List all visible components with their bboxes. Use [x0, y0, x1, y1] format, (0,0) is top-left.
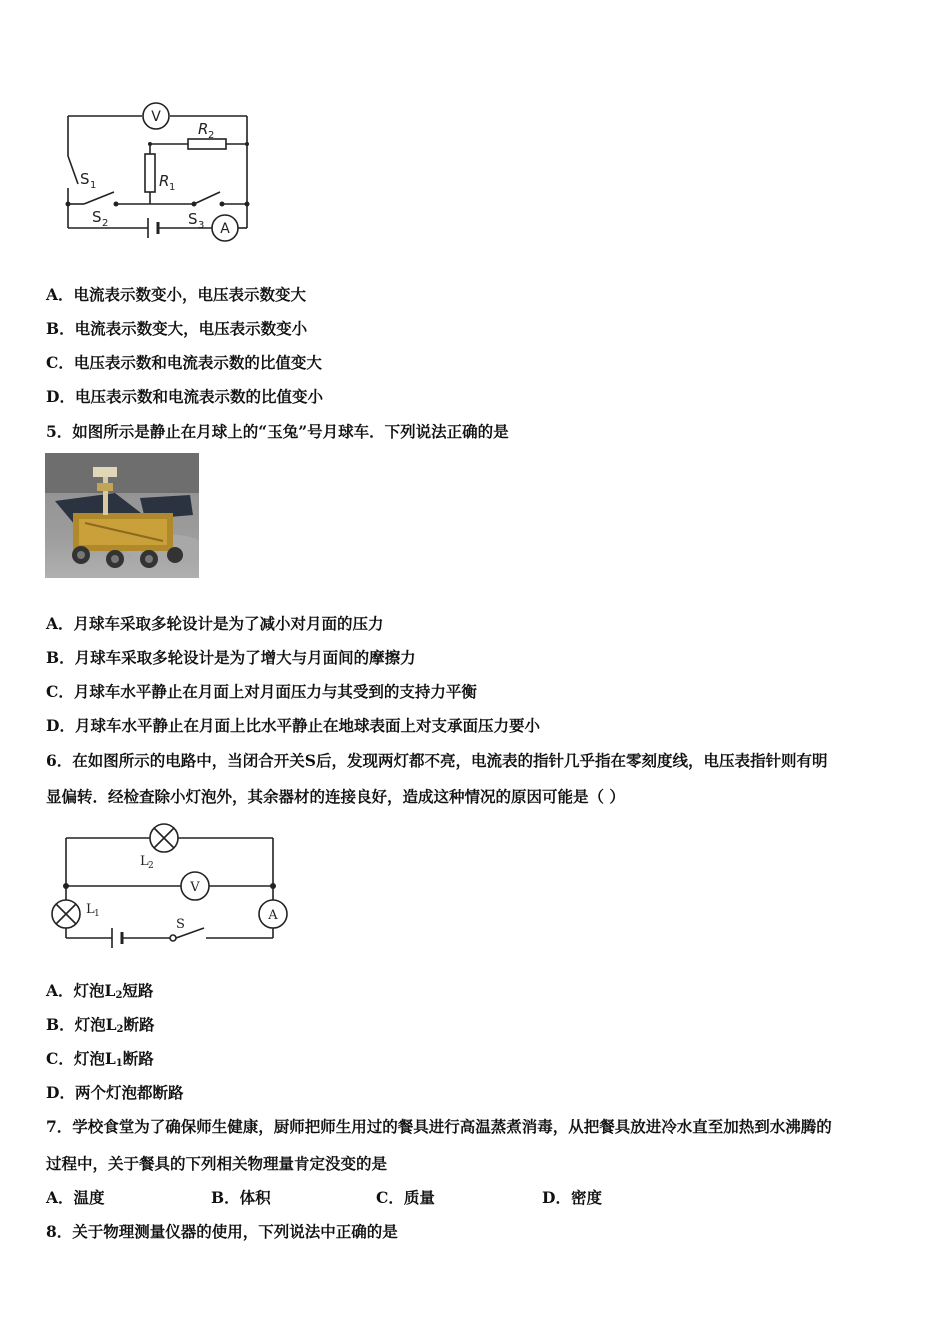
svg-text:1: 1 — [169, 182, 176, 193]
l1-label: L — [86, 902, 95, 917]
ammeter-label: A — [220, 221, 230, 237]
q4-option-c: C．电压表示数和电流表示数的比值变大 — [46, 353, 322, 372]
circuit-diagram-2 — [48, 818, 298, 958]
q6-option-c: C．灯泡$L_1$断路 — [46, 1049, 154, 1069]
q6-stem-line2: 显偏转．经检查除小灯泡外，其余器材的连接良好，造成这种情况的原因可能是（ ） — [46, 787, 625, 806]
circuit-diagram-1 — [48, 96, 263, 246]
q8-stem: 8．关于物理测量仪器的使用，下列说法中正确的是 — [46, 1222, 398, 1241]
q5-stem: 5．如图所示是静止在月球上的“玉兔”号月球车．下列说法正确的是 — [46, 422, 509, 441]
q7-stem-line2: 过程中，关于餐具的下列相关物理量肯定没变的是 — [46, 1154, 388, 1173]
q4-option-d: D．电压表示数和电流表示数的比值变小 — [46, 387, 323, 406]
r1-label: R — [159, 172, 170, 190]
s3-label: S — [188, 210, 198, 228]
q6-option-b: B．灯泡$L_2$断路 — [46, 1015, 155, 1035]
q5-option-a: A．月球车采取多轮设计是为了减小对月面的压力 — [46, 614, 384, 633]
svg-text:2: 2 — [208, 130, 215, 141]
svg-text:1: 1 — [90, 180, 97, 191]
voltmeter-label: V — [151, 109, 161, 125]
q6-option-a: A．灯泡$L_2$短路 — [46, 981, 154, 1001]
svg-text:1: 1 — [94, 909, 100, 919]
svg-text:2: 2 — [148, 861, 154, 871]
q7-option-d: D．密度 — [542, 1188, 602, 1207]
q4-option-a: A．电流表示数变小，电压表示数变大 — [46, 285, 307, 304]
q6-option-d: D．两个灯泡都断路 — [46, 1083, 184, 1102]
svg-text:3: 3 — [198, 220, 205, 231]
q7-option-a: A．温度 — [46, 1188, 105, 1207]
lunar-rover-photo — [45, 453, 199, 578]
s2-label: S — [92, 208, 102, 226]
q7-stem-line1: 7．学校食堂为了确保师生健康，厨师把师生用过的餐具进行高温蒸煮消毒，从把餐具放进冷水直至加热到水沸腾的 — [46, 1117, 832, 1136]
s1-label: S — [80, 170, 90, 188]
ammeter-label-2: A — [268, 908, 278, 923]
q5-option-d: D．月球车水平静止在月面上比水平静止在地球表面上对支承面压力要小 — [46, 716, 540, 735]
q7-option-b: B．体积 — [211, 1188, 271, 1207]
switch-label: S — [176, 917, 185, 932]
q6-stem-line1: 6．在如图所示的电路中，当闭合开关S后，发现两灯都不亮，电流表的指针几乎指在零刻度线，电压表指针则有明 — [46, 751, 828, 770]
voltmeter-label-2: V — [190, 880, 200, 895]
q5-option-b: B．月球车采取多轮设计是为了增大与月面间的摩擦力 — [46, 648, 416, 667]
q7-option-c: C．质量 — [376, 1188, 435, 1207]
q4-option-b: B．电流表示数变大，电压表示数变小 — [46, 319, 308, 338]
l2-label: L — [140, 854, 149, 869]
r2-label: R — [198, 120, 209, 138]
svg-text:2: 2 — [102, 218, 109, 229]
q5-option-c: C．月球车水平静止在月面上对月面压力与其受到的支持力平衡 — [46, 682, 477, 701]
